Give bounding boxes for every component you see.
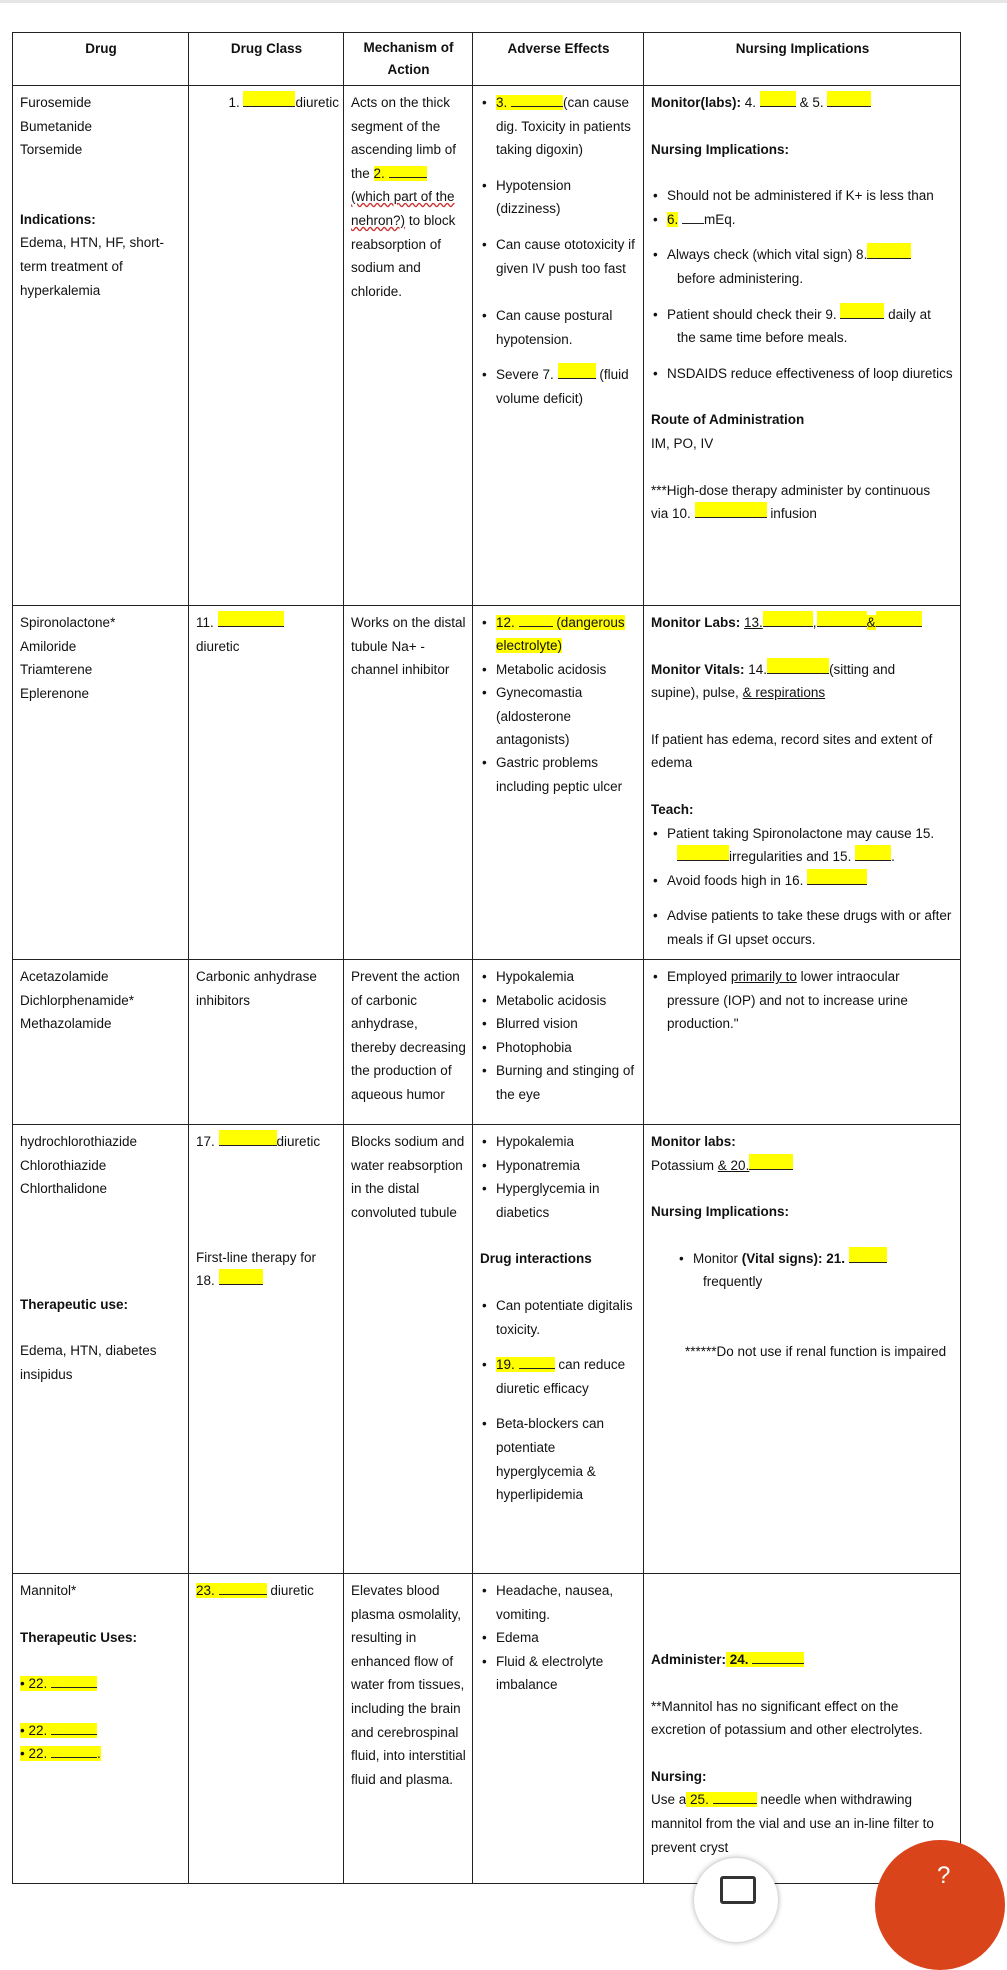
list-item: • Can cause postural hypotension. bbox=[480, 304, 637, 351]
list-item: • Always check (which vital sign) 8. before administering. bbox=[651, 243, 954, 290]
blank-9[interactable] bbox=[840, 303, 884, 319]
blank-10[interactable] bbox=[695, 502, 767, 518]
header-nursing: Nursing Implications bbox=[644, 33, 961, 86]
thiazide-adverse-cell: • Hypokalemia • Hyponatremia • Hyperglycemia in diabetics Drug interactions • Can potentiate digitalis toxicity. • 19. can reduce diuretic efficacy • Beta-blockers can potentiate hyperglycemia & hyperlipidemia bbox=[473, 1125, 644, 1574]
blank-8[interactable] bbox=[867, 243, 911, 259]
list-item: • Can potentiate digitalis toxicity. bbox=[480, 1294, 637, 1341]
blank-13b[interactable] bbox=[817, 611, 867, 627]
list-item: • Hypokalemia bbox=[480, 965, 637, 989]
thiazide-drug-cell: hydrochlorothiazide Chlorothiazide Chlorthalidone Therapeutic use: Edema, HTN, diabetes insipidus bbox=[13, 1125, 189, 1574]
kspare-mechanism-cell: Works on the distal tubule Na+ - channel inhibitor bbox=[344, 606, 473, 960]
header-mechanism: Mechanism of Action bbox=[344, 33, 473, 86]
list-item: • Monitor (Vital signs): 21. frequently bbox=[677, 1247, 954, 1294]
cai-mechanism-cell: Prevent the action of carbonic anhydrase, thereby decreasing the production of aqueous humor bbox=[344, 960, 473, 1125]
list-item: • Advise patients to take these drugs with or after meals if GI upset occurs. bbox=[651, 904, 954, 951]
blank-16[interactable] bbox=[807, 869, 867, 885]
indications-text: Edema, HTN, HF, short-term treatment of hyperkalemia bbox=[20, 235, 165, 298]
blank-7[interactable] bbox=[558, 363, 596, 379]
list-item: • Headache, nausea, vomiting. bbox=[480, 1579, 637, 1626]
blank-21[interactable] bbox=[849, 1247, 887, 1263]
list-item: • Photophobia bbox=[480, 1036, 637, 1060]
list-item: • Edema bbox=[480, 1626, 637, 1650]
list-item: • 19. can reduce diuretic efficacy bbox=[480, 1353, 637, 1400]
list-item: • Employed primarily to lower intraocular pressure (IOP) and not to increase urine production." bbox=[651, 965, 954, 1036]
kspare-nursing-cell: Monitor Labs: 13. , & Monitor Vitals: 14. (sitting and supine), pulse, & respirations If patient has edema, record sites and extent of edema Teach: • Patient taking Spironolactone may cause 15. irregularities and 15. . • Avoid foods high in 16. • Advise patients to take these drugs with or after meals if GI upset occurs. bbox=[644, 606, 961, 960]
kspare-drug-cell: Spironolactone* Amiloride Triamterene Eplerenone bbox=[13, 606, 189, 960]
header-drug: Drug bbox=[13, 33, 189, 86]
osmotic-drug-cell: Mannitol* Therapeutic Uses: • 22. • 22. • 22. . bbox=[13, 1574, 189, 1884]
loop-adverse-cell bbox=[473, 86, 644, 606]
blank-4[interactable] bbox=[760, 91, 796, 107]
cai-drug-cell: Acetazolamide Dichlorphenamide* Methazolamide bbox=[13, 960, 189, 1125]
chat-icon bbox=[720, 1876, 756, 1904]
thiazide-row bbox=[13, 1125, 961, 1574]
osmotic-class-cell: 23. diuretic bbox=[189, 1574, 344, 1884]
list-item: • 12. (dangerous electrolyte) bbox=[480, 611, 637, 658]
list-item: • Should not be administered if K+ is less than bbox=[651, 184, 954, 208]
list-item: • 3. (can cause dig. Toxicity in patients taking digoxin) bbox=[480, 91, 637, 162]
blank-5[interactable] bbox=[827, 91, 871, 107]
loop-row bbox=[13, 86, 961, 606]
thiazide-nursing-cell: Monitor labs: Potassium & 20. Nursing Implications: • Monitor (Vital signs): 21. frequently ******Do not use if renal function is impaired bbox=[644, 1125, 961, 1574]
list-item: • Metabolic acidosis bbox=[480, 658, 637, 681]
indications-label: Indications: bbox=[20, 211, 96, 227]
osmotic-nursing-cell: Administer: 24. **Mannitol has no significant effect on the excretion of potassium and other electrolytes. Nursing: Use a 25. needle when withdrawing mannitol from the vial and use an in-line filter to prevent cryst bbox=[644, 1574, 961, 1884]
list-item: • NSDAIDS reduce effectiveness of loop diuretics bbox=[651, 362, 954, 386]
list-item: • Gynecomastia (aldosterone antagonists) bbox=[480, 681, 637, 751]
loop-nursing-cell: Monitor(labs): 4. & 5. Nursing Implications: • Should not be administered if K+ is less than • 6. mEq. • Always check (which vital sign) 8. before administering. • Patient should check their 9. daily at the same time before meals. • NSDAIDS reduce effectiveness of loop diuretics Route of Administration IM, PO, IV ***High-dose therapy administer by continuous via 10. infusion bbox=[644, 86, 961, 606]
cai-adverse-cell bbox=[473, 960, 644, 1125]
blank-15b[interactable] bbox=[855, 845, 891, 861]
kspare-row bbox=[13, 606, 961, 960]
blank-14[interactable] bbox=[767, 658, 829, 674]
kspare-adverse-cell bbox=[473, 606, 644, 960]
list-item: • Can cause ototoxicity if given IV push too fast bbox=[480, 233, 637, 280]
osmotic-row bbox=[13, 1574, 961, 1884]
blank-13a[interactable] bbox=[763, 611, 813, 627]
drug-name: Bumetanide bbox=[20, 118, 93, 134]
loop-class-cell: 1. diuretic bbox=[189, 86, 344, 606]
list-item: • Metabolic acidosis bbox=[480, 989, 637, 1013]
list-item: • Hypotension (dizziness) bbox=[480, 174, 637, 221]
list-item: • Beta-blockers can potentiate hyperglycemia & hyperlipidemia bbox=[480, 1412, 637, 1506]
osmotic-adverse-cell bbox=[473, 1574, 644, 1884]
drug-name: Torsemide bbox=[20, 142, 83, 158]
list-item: • Patient should check their 9. daily at the same time before meals. bbox=[651, 303, 954, 350]
blank-1[interactable] bbox=[243, 91, 295, 107]
list-item: • Gastric problems including peptic ulcer bbox=[480, 751, 637, 798]
blank-15a[interactable] bbox=[677, 845, 729, 861]
header-row bbox=[13, 33, 961, 86]
chat-button[interactable] bbox=[694, 1858, 778, 1942]
cai-row bbox=[13, 960, 961, 1125]
blank-2[interactable]: 2. bbox=[374, 166, 427, 181]
drug-name: Furosemide bbox=[20, 95, 92, 110]
kspare-class-cell: 11. diuretic bbox=[189, 606, 344, 960]
list-item: • Patient taking Spironolactone may cause 15. irregularities and 15. . bbox=[651, 822, 954, 869]
list-item: • Burning and stinging of the eye bbox=[480, 1059, 637, 1106]
osmotic-mechanism-cell: Elevates blood plasma osmolality, resulting in enhanced flow of water from tissues, including the brain and cerebrospinal fluid, into interstitial fluid and plasma. bbox=[344, 1574, 473, 1884]
list-item: • Hypokalemia bbox=[480, 1130, 637, 1154]
header-class: Drug Class bbox=[189, 33, 344, 86]
top-divider bbox=[0, 0, 1007, 3]
thiazide-mechanism-cell: Blocks sodium and water reabsorption in the distal convoluted tubule bbox=[344, 1125, 473, 1574]
list-item: • Hyponatremia bbox=[480, 1154, 637, 1178]
help-button[interactable] bbox=[875, 1840, 1005, 1970]
list-item: • Blurred vision bbox=[480, 1012, 637, 1036]
section-label: Nursing Implications: bbox=[651, 141, 790, 157]
blank-17[interactable] bbox=[219, 1130, 277, 1146]
blank-11[interactable] bbox=[218, 611, 284, 627]
header-adverse: Adverse Effects bbox=[473, 33, 644, 86]
list-item: • Avoid foods high in 16. bbox=[651, 869, 954, 893]
list-item: • 6. mEq. bbox=[651, 208, 954, 232]
cai-nursing-cell bbox=[644, 960, 961, 1125]
list-item: • Fluid & electrolyte imbalance bbox=[480, 1650, 637, 1697]
loop-drug-cell bbox=[13, 86, 189, 606]
blank-18[interactable] bbox=[219, 1269, 263, 1285]
thiazide-class-cell: 17. diuretic First-line therapy for 18. bbox=[189, 1125, 344, 1574]
help-icon: ? bbox=[937, 1862, 951, 1889]
blank-20[interactable] bbox=[749, 1154, 793, 1170]
blank-13c[interactable] bbox=[876, 611, 922, 627]
list-item: • Severe 7. (fluid volume deficit) bbox=[480, 363, 637, 410]
diuretics-table bbox=[12, 32, 961, 1884]
list-item: • Hyperglycemia in diabetics bbox=[480, 1177, 637, 1224]
loop-mechanism-cell: Acts on the thick segment of the ascending limb of the 2. (which part of the nehron?) to block reabsorption of sodium and chloride. bbox=[344, 86, 473, 606]
cai-class-cell: Carbonic anhydrase inhibitors bbox=[189, 960, 344, 1125]
